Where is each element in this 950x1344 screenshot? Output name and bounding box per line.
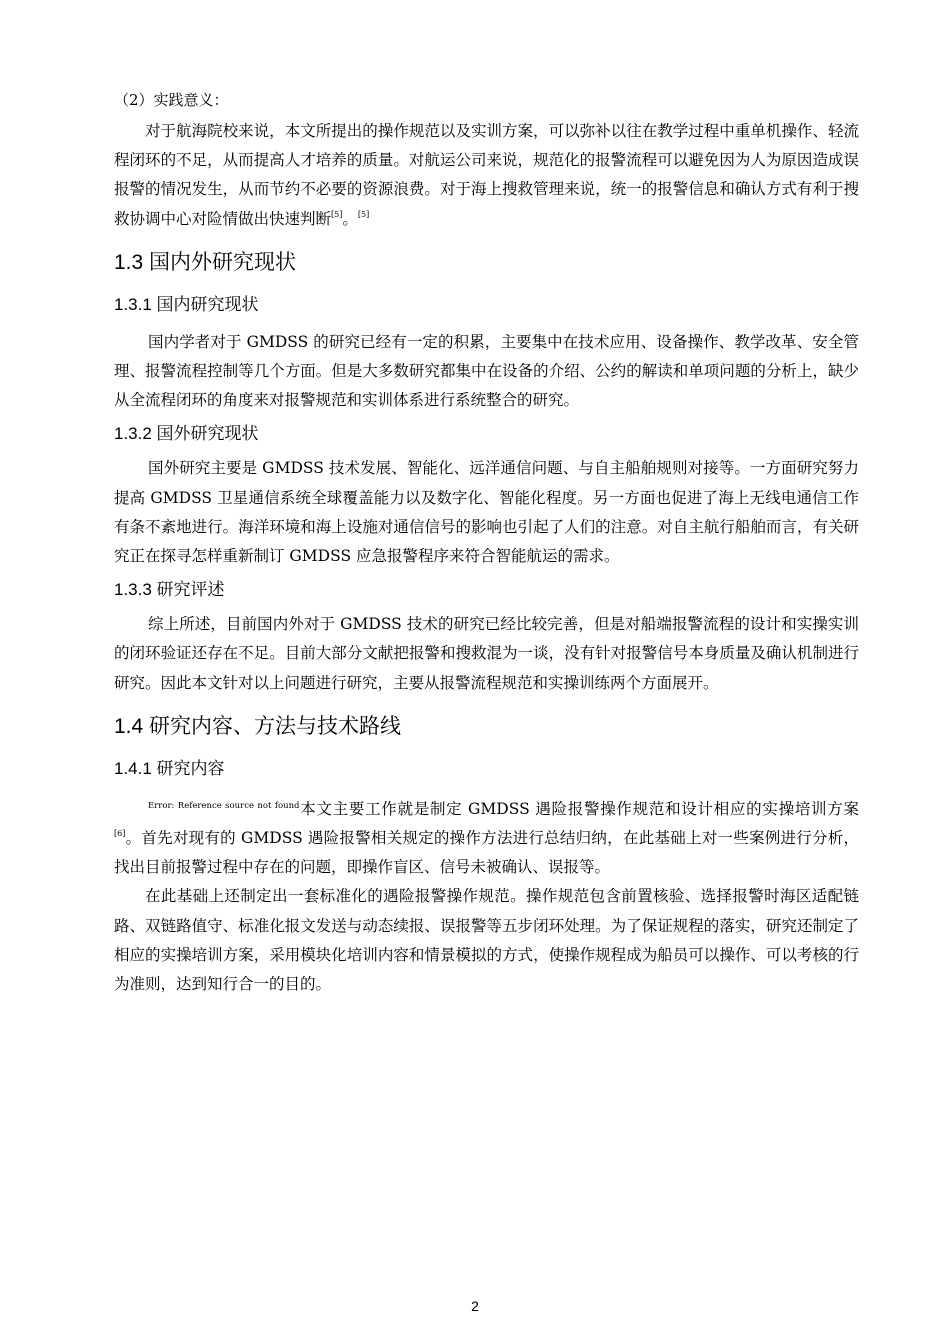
research-review-paragraph: 综上所述，目前国内外对于 GMDSS 技术的研究已经比较完善，但是对船端报警流程的设计和实操实训的闭环验证还存在不足。目前大部分文献把报警和搜救混为一谈，没有针对报警信号本身质量及确认机制进行研究。因此本文针对以上问题进行研究，主要从报警流程规范和实操训练两个方面展开。 (114, 615, 859, 692)
practical-text: 对于航海院校来说，本文所提出的操作规范以及实训方案，可以弥补以往在教学过程中重单机操作、轻流程闭环的不足，从而提高人才培养的质量。对航运公司来说，规范化的报警流程可以避免因为人为原因造成误报警的情况发生，从而节约不必要的资源浪费。对于海上搜救管理来说，统一的报警信息和确认方式有利于搜救协调中心对险情做出快速判断 (114, 122, 859, 228)
research-content-paragraph-1 (114, 792, 859, 883)
research-content-text-a: 本文主要工作就是制定 GMDSS 遇险报警操作规范和设计相应的实操培训方案 (299, 799, 859, 818)
domestic-research-paragraph: 国内学者对于 GMDSS 的研究已经有一定的积累，主要集中在技术应用、设备操作、教学改革、安全管理、报警流程控制等几个方面。但是大多数研究都集中在设备的介绍、公约的解读和单项问题的分析上，缺少从全流程闭环的角度来对报警规范和实训体系进行系统整合的研究。 (114, 332, 859, 410)
page-number: 2 (471, 1298, 479, 1314)
section-1-4-1-heading: 1.4.1 研究内容 (114, 758, 225, 778)
citation-5-duplicate[interactable]: [5] (357, 209, 370, 219)
reference-error-text: Error: Reference source not found (148, 800, 300, 811)
section-1-4-heading: 1.4 研究内容、方法与技术路线 (114, 714, 402, 738)
section-1-3-1-heading: 1.3.1 国内研究现状 (114, 294, 259, 314)
practical-significance-label: （2）实践意义： (114, 91, 229, 109)
document-page (114, 86, 859, 999)
practical-significance-paragraph (114, 117, 859, 234)
section-1-3-3-heading: 1.3.3 研究评述 (114, 580, 225, 600)
citation-6[interactable]: [6] (114, 829, 126, 839)
foreign-research-paragraph: 国外研究主要是 GMDSS 技术发展、智能化、远洋通信问题、与自主船舶规则对接等。一方面研究努力提高 GMDSS 卫星通信系统全球覆盖能力以及数字化、智能化程度。另一方面也促进了海上无线电通信工作有条不紊地进行。海洋环境和海上设施对通信信号的影响也引起了人们的注意。对自主航行船舶而言，有关研究正在探寻怎样重新制订 GMDSS 应急报警程序来符合智能航运的需求。 (114, 459, 859, 566)
research-content-paragraph-2: 在此基础上还制定出一套标准化的遇险报警操作规范。操作规范包含前置核验、选择报警时海区适配链路、双链路值守、标准化报文发送与动态续报、误报警等五步闭环处理。为了保证规程的落实，研究还制定了相应的实操培训方案，采用模块化培训内容和情景模拟的方式，使操作规程成为船员可以操作、可以考核的行为准则，达到知行合一的目的。 (114, 887, 859, 994)
section-1-3-2-heading: 1.3.2 国外研究现状 (114, 424, 259, 444)
citation-5[interactable]: [5] (331, 209, 343, 219)
section-1-3-heading: 1.3 国内外研究现状 (114, 250, 297, 274)
period: 。 (342, 209, 358, 228)
research-content-text-b: 。首先对现有的 GMDSS 遇险报警相关规定的操作方法进行总结归纳，在此基础上对一些案例进行分析，找出目前报警过程中存在的问题，即操作盲区、信号未被确认、误报等。 (114, 829, 859, 877)
